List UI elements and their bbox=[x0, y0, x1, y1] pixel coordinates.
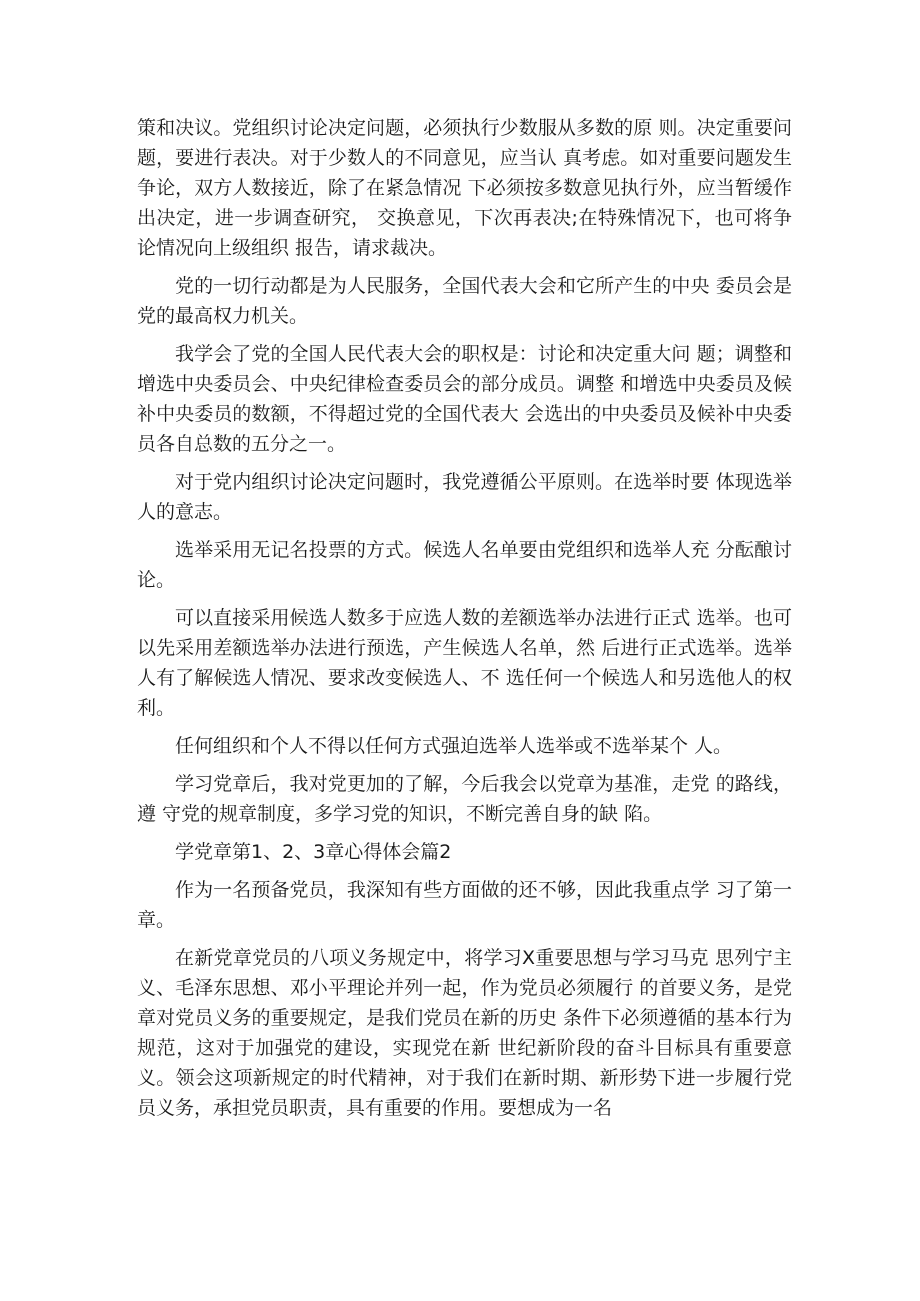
paragraph: 可以直接采用候选人数多于应选人数的差额选举办法进行正式 选举。也可以先采用差额选举办法进行预选，产生候选人名单，然 后进行正式选举。选举人有了解候选人情况、要求改变候选人、不 选任何一个候选人和另选他人的权利。 bbox=[137, 607, 792, 719]
paragraph: 在新党章党员的八项义务规定中，将学习X重要思想与学习马克 思列宁主义、毛泽东思想、邓小平理论并列一起，作为党员必须履行 的首要义务，是党章对党员义务的重要规定，是我们党员在新的历史 条件下必须遵循的基本行为规范，这对于加强党的建设，实现党在新 世纪新阶段的奋斗目标具有重要意义。领会这项新规定的时代精神，对于我们在新时期、新形势下进一步履行党员义务，承担党员职责，具有重要的作用。要想成为一名 bbox=[137, 947, 792, 1119]
section-heading: 学党章第1、2、3章心得体会篇2 bbox=[175, 841, 452, 863]
paragraph: 党的一切行动都是为人民服务，全国代表大会和它所产生的中央 委员会是党的最高权力机关。 bbox=[137, 275, 792, 327]
paragraph: 任何组织和个人不得以任何方式强迫选举人选举或不选举某个 人。 bbox=[175, 735, 733, 757]
paragraph: 选举采用无记名投票的方式。候选人名单要由党组织和选举人充 分酝酿讨论。 bbox=[137, 539, 792, 591]
paragraph: 我学会了党的全国人民代表大会的职权是：讨论和决定重大问 题；调整和增选中央委员会、中央纪律检查委员会的部分成员。调整 和增选中央委员及候补中央委员的数额，不得超过党的全国代表大 会选出的中央委员及候补中央委员各自总数的五分之一。 bbox=[137, 343, 792, 455]
paragraph: 对于党内组织讨论决定问题时，我党遵循公平原则。在选举时要 体现选举人的意志。 bbox=[137, 471, 792, 523]
paragraph: 学习党章后，我对党更加的了解，今后我会以党章为基准，走党 的路线，遵 守党的规章制度，多学习党的知识，不断完善自身的缺 陷。 bbox=[137, 773, 792, 825]
paragraph-continuation: 策和决议。党组织讨论决定问题，必须执行少数服从多数的原 则。决定重要问题，要进行表决。对于少数人的不同意见，应当认 真考虑。如对重要问题发生争论，双方人数接近，除了在紧急情况 下必须按多数意见执行外，应当暂缓作出决定，进一步调查研究， 交换意见，下次再表决;在特殊情况下，也可将争论情况向上级组织 报告，请求裁决。 bbox=[137, 117, 792, 259]
document-body bbox=[137, 113, 792, 1131]
paragraph: 作为一名预备党员，我深知有些方面做的还不够，因此我重点学 习了第一章。 bbox=[137, 879, 792, 931]
